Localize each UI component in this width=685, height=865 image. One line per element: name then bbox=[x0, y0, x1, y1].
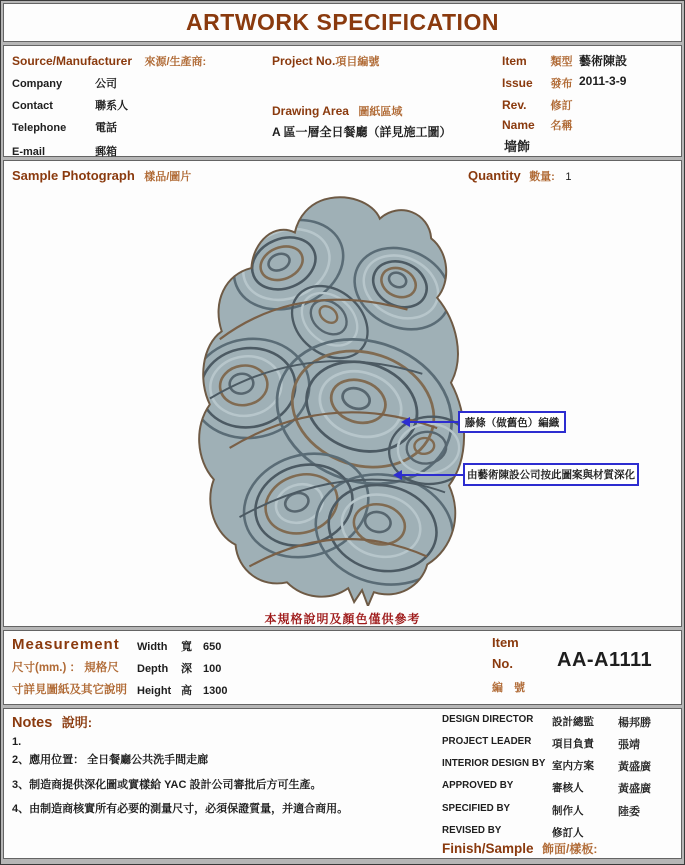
issue-date-value: 2011-3-9 bbox=[579, 74, 627, 88]
item-name-value: 墙飾 bbox=[504, 139, 531, 154]
title-section bbox=[3, 3, 682, 42]
item-type-value: 藝術陳設 bbox=[579, 54, 628, 68]
notes-title: Notes 說明: bbox=[12, 715, 93, 731]
note-line: 3、制造商提供深化圖或實樣給 YAC 設計公司審批后方可生產。 bbox=[12, 779, 322, 791]
drawing-area-label: Drawing Area 圖紙區域 bbox=[272, 104, 403, 118]
source-manufacturer-label: Source/Manufacturer 來源/生產商: bbox=[12, 54, 207, 68]
finish-sample-label: Finish/Sample 飾面/樣板: bbox=[442, 841, 598, 856]
signoff-row-specified-by: SPECIFIED BY 制作人 陸委 bbox=[442, 803, 640, 818]
no-label-zh: 編 號 bbox=[492, 682, 530, 694]
company-field: Company 公司 bbox=[12, 78, 118, 90]
annotation-deepening: 由藝術陳設公司按此圖案與材質深化 bbox=[463, 463, 639, 486]
item-number-value: AA-A1111 bbox=[557, 649, 653, 671]
page-title: ARTWORK SPECIFICATION bbox=[186, 9, 499, 35]
item-label: Item bbox=[492, 635, 519, 650]
notes-section bbox=[3, 708, 682, 859]
signoff-row-revised-by: REVISED BY 修訂人 bbox=[442, 825, 584, 839]
note-line: 1. bbox=[12, 736, 22, 748]
depth-dimension: Depth 深 100 bbox=[137, 663, 222, 675]
no-label: No. bbox=[492, 656, 513, 671]
width-dimension: Width 寬 650 bbox=[137, 641, 222, 653]
rev-row: Rev. 修訂 bbox=[502, 98, 573, 112]
measurement-subtitle-1: 尺寸(mm.) ： 規格尺 bbox=[12, 662, 119, 674]
issue-row: Issue 發布 bbox=[502, 76, 573, 90]
info-section bbox=[3, 45, 682, 157]
note-line: 4、由制造商核實所有必要的測量尺寸，必須保證質量，并適合商用。 bbox=[12, 803, 349, 815]
artwork-image bbox=[180, 191, 467, 606]
name-row: Name 名稱 bbox=[502, 118, 573, 132]
sample-photograph-label: Sample Photograph 樣品/圖片 bbox=[12, 168, 192, 183]
height-dimension: Height 高 1300 bbox=[137, 685, 228, 697]
signoff-row-design-director: DESIGN DIRECTOR 設計總監 楊邦勝 bbox=[442, 714, 651, 729]
telephone-field: Telephone 電話 bbox=[12, 122, 118, 134]
measurement-subtitle-2: 寸詳見圖紙及其它說明 bbox=[12, 684, 127, 696]
project-no-label: Project No.項目編號 bbox=[272, 54, 380, 68]
sample-photograph-section bbox=[3, 160, 682, 627]
quantity-row: Quantity 數量: 1 bbox=[468, 168, 572, 183]
item-type-row: Item 類型 bbox=[502, 54, 573, 68]
signoff-row-interior-design: INTERIOR DESIGN BY 室内方案 黃盛廣 bbox=[442, 758, 651, 773]
annotation-material: 藤條（做舊色）編織 bbox=[458, 411, 566, 433]
drawing-area-value: A 區一層全日餐廳（詳見施工圖） bbox=[272, 125, 452, 139]
left-arrow-icon bbox=[410, 421, 458, 423]
contact-field: Contact 聯系人 bbox=[12, 100, 129, 112]
email-field: E-mail 郵箱 bbox=[12, 146, 118, 158]
reference-caption: 本規格說明及顏色僅供參考 bbox=[264, 612, 421, 626]
signoff-row-project-leader: PROJECT LEADER 項目負責 張靖 bbox=[442, 736, 640, 751]
left-arrow-icon bbox=[402, 474, 463, 476]
measurement-title: Measurement bbox=[12, 636, 120, 653]
note-line: 2、應用位置： 全日餐廳公共洗手間走廊 bbox=[12, 754, 209, 766]
signoff-row-approved-by: APPROVED BY 審核人 黃盛廣 bbox=[442, 780, 651, 795]
measurement-section bbox=[3, 630, 682, 705]
